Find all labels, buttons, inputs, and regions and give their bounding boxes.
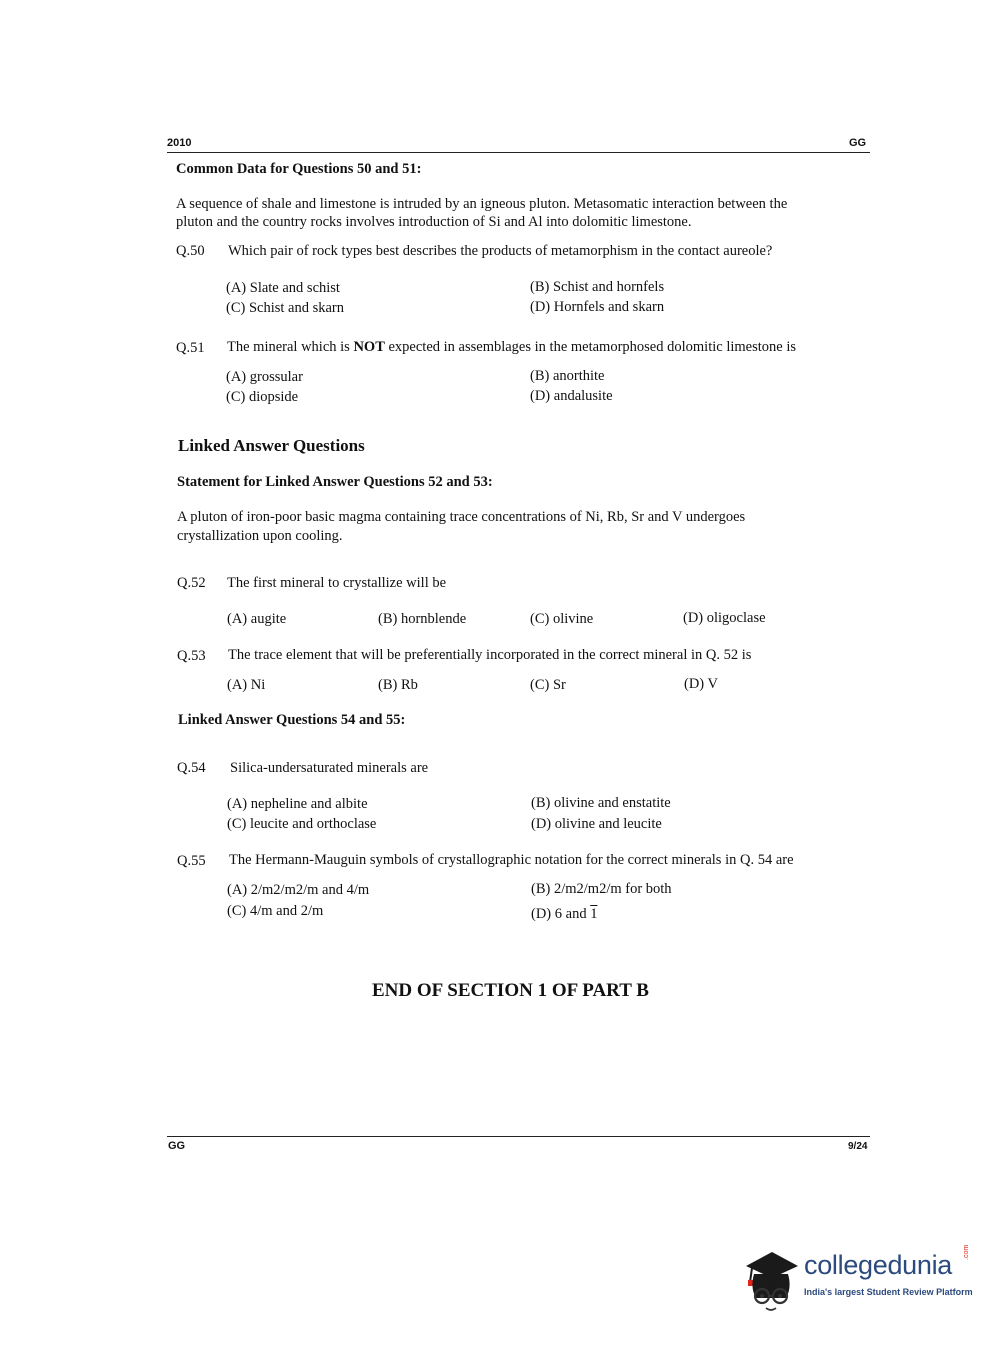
header-year: 2010: [167, 137, 192, 149]
linked-54-55-title: Linked Answer Questions 54 and 55:: [178, 712, 406, 728]
q55-option-d-symbol: 1: [590, 906, 598, 922]
q51-option-c: (C) diopside: [226, 389, 299, 405]
q54-option-c: (C) leucite and orthoclase: [227, 816, 377, 832]
q53-text: The trace element that will be preferentially incorporated in the correct mineral in Q. 52 is: [228, 647, 752, 663]
q53-option-d: (D) V: [684, 676, 718, 692]
q53-option-a: (A) Ni: [227, 677, 266, 693]
q51-option-d: (D) andalusite: [530, 388, 613, 404]
end-of-section: END OF SECTION 1 OF PART B: [372, 980, 649, 1001]
q52-option-a: (A) augite: [227, 611, 287, 627]
collegedunia-logo[interactable]: [740, 1244, 980, 1324]
q51-text-after: expected in assemblages in the metamorphosed dolomitic limestone is: [384, 339, 796, 355]
footer-rule: [167, 1136, 870, 1137]
q54-text: Silica-undersaturated minerals are: [230, 760, 429, 776]
q52-option-b: (B) hornblende: [378, 611, 467, 627]
q50-number: Q.50: [176, 243, 205, 259]
q55-number: Q.55: [177, 853, 206, 869]
mascot-icon: [740, 1244, 802, 1314]
q53-option-b: (B) Rb: [378, 677, 418, 693]
linked-statement-title: Statement for Linked Answer Questions 52 and 53:: [177, 474, 493, 490]
common-data-title: Common Data for Questions 50 and 51:: [176, 161, 422, 177]
q53-option-c: (C) Sr: [530, 677, 566, 693]
q55-option-b: (B) 2/m2/m2/m for both: [531, 881, 672, 897]
q55-option-c: (C) 4/m and 2/m: [227, 903, 324, 919]
common-data-line1: A sequence of shale and limestone is intruded by an igneous pluton. Metasomatic interaction between the: [176, 196, 788, 212]
q51-option-b: (B) anorthite: [530, 368, 605, 384]
logo-name: collegedunia: [804, 1250, 953, 1280]
q51-text: [227, 339, 796, 356]
linked-statement-line2: crystallization upon cooling.: [177, 528, 343, 544]
logo-com: .com: [963, 1244, 970, 1260]
q51-text-before: The mineral which is: [227, 339, 354, 355]
linked-statement-line1: A pluton of iron-poor basic magma containing trace concentrations of Ni, Rb, Sr and V undergoes: [177, 509, 746, 525]
q53-number: Q.53: [177, 648, 206, 664]
q52-option-d: (D) oligoclase: [683, 610, 766, 626]
q55-text: The Hermann-Mauguin symbols of crystallographic notation for the correct minerals in Q. 54 are: [229, 852, 794, 868]
q54-number: Q.54: [177, 760, 206, 776]
q54-option-a: (A) nepheline and albite: [227, 796, 368, 812]
q52-text: The first mineral to crystallize will be: [227, 575, 447, 591]
q50-option-b: (B) Schist and hornfels: [530, 279, 665, 295]
q50-option-a: (A) Slate and schist: [226, 280, 340, 296]
q50-text: Which pair of rock types best describes the products of metamorphism in the contact aureole?: [228, 243, 773, 259]
q52-number: Q.52: [177, 575, 206, 591]
q50-option-d: (D) Hornfels and skarn: [530, 299, 665, 315]
q55-option-d-prefix: (D) 6 and: [531, 906, 591, 922]
header-code: GG: [849, 137, 867, 149]
logo-wordmark: [804, 1250, 952, 1281]
q54-option-b: (B) olivine and enstatite: [531, 795, 671, 811]
header-rule: [167, 152, 870, 153]
linked-heading: Linked Answer Questions: [178, 436, 365, 455]
q55-option-d: [531, 906, 597, 923]
q50-option-c: (C) Schist and skarn: [226, 300, 344, 316]
q51-option-a: (A) grossular: [226, 369, 303, 385]
q52-option-c: (C) olivine: [530, 611, 594, 627]
q51-text-not: NOT: [353, 339, 385, 355]
common-data-line2: pluton and the country rocks involves introduction of Si and Al into dolomitic limestone.: [176, 214, 692, 230]
q54-option-d: (D) olivine and leucite: [531, 816, 662, 832]
q51-number: Q.51: [176, 340, 205, 356]
footer-page: 9/24: [848, 1141, 868, 1152]
footer-code: GG: [168, 1140, 186, 1152]
q55-option-a: (A) 2/m2/m2/m and 4/m: [227, 882, 370, 898]
logo-tagline: India's largest Student Review Platform: [804, 1287, 973, 1297]
